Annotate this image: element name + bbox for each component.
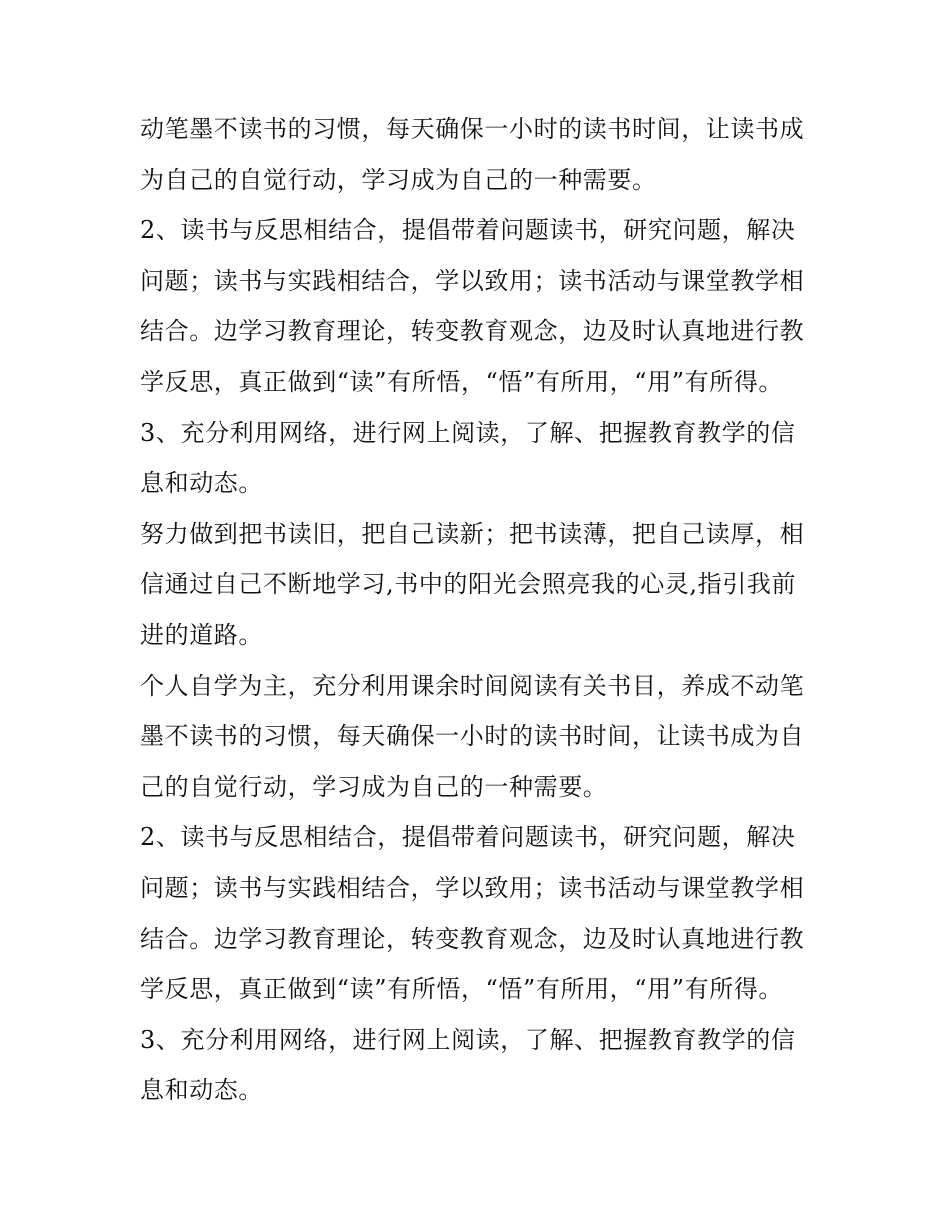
text-line: 3、充分利用网络，进行网上阅读，了解、把握教育教学的信 bbox=[140, 1025, 796, 1054]
text-line: 2、读书与反思相结合，提倡带着问题读书，研究问题，解决 bbox=[140, 216, 796, 245]
text-line: 己的自觉行动，学习成为自己的一种需要。 bbox=[140, 772, 608, 801]
text-line: 信通过自己不断地学习,书中的阳光会照亮我的心灵,指引我前 bbox=[140, 570, 797, 599]
text-line: 个人自学为主，充分利用课余时间阅读有关书目，养成不动笔 bbox=[140, 671, 805, 700]
text-line: 为自己的自觉行动，学习成为自己的一种需要。 bbox=[140, 165, 657, 194]
text-line: 结合。边学习教育理论，转变教育观念，边及时认真地进行教 bbox=[140, 317, 805, 346]
text-line: 墨不读书的习惯，每天确保一小时的读书时间，让读书成为自 bbox=[140, 722, 805, 751]
text-line: 3、充分利用网络，进行网上阅读，了解、把握教育教学的信 bbox=[140, 418, 796, 447]
text-line: 动笔墨不读书的习惯，每天确保一小时的读书时间，让读书成 bbox=[140, 115, 805, 143]
text-line: 息和动态。 bbox=[140, 469, 263, 498]
text-line: 息和动态。 bbox=[140, 1076, 263, 1105]
text-line: 努力做到把书读旧，把自己读新；把书读薄，把自己读厚，相 bbox=[140, 519, 805, 548]
body-text bbox=[140, 104, 820, 1116]
text-line: 进的道路。 bbox=[140, 620, 263, 649]
text-line: 结合。边学习教育理论，转变教育观念，边及时认真地进行教 bbox=[140, 924, 805, 953]
text-line: 学反思，真正做到“读”有所悟，“悟”有所用，“用”有所得。 bbox=[140, 975, 784, 1004]
text-line: 学反思，真正做到“读”有所悟，“悟”有所用，“用”有所得。 bbox=[140, 367, 784, 396]
text-line: 2、读书与反思相结合，提倡带着问题读书，研究问题，解决 bbox=[140, 823, 796, 852]
text-line: 问题；读书与实践相结合，学以致用；读书活动与课堂教学相 bbox=[140, 266, 805, 295]
text-line: 问题；读书与实践相结合，学以致用；读书活动与课堂教学相 bbox=[140, 873, 805, 902]
